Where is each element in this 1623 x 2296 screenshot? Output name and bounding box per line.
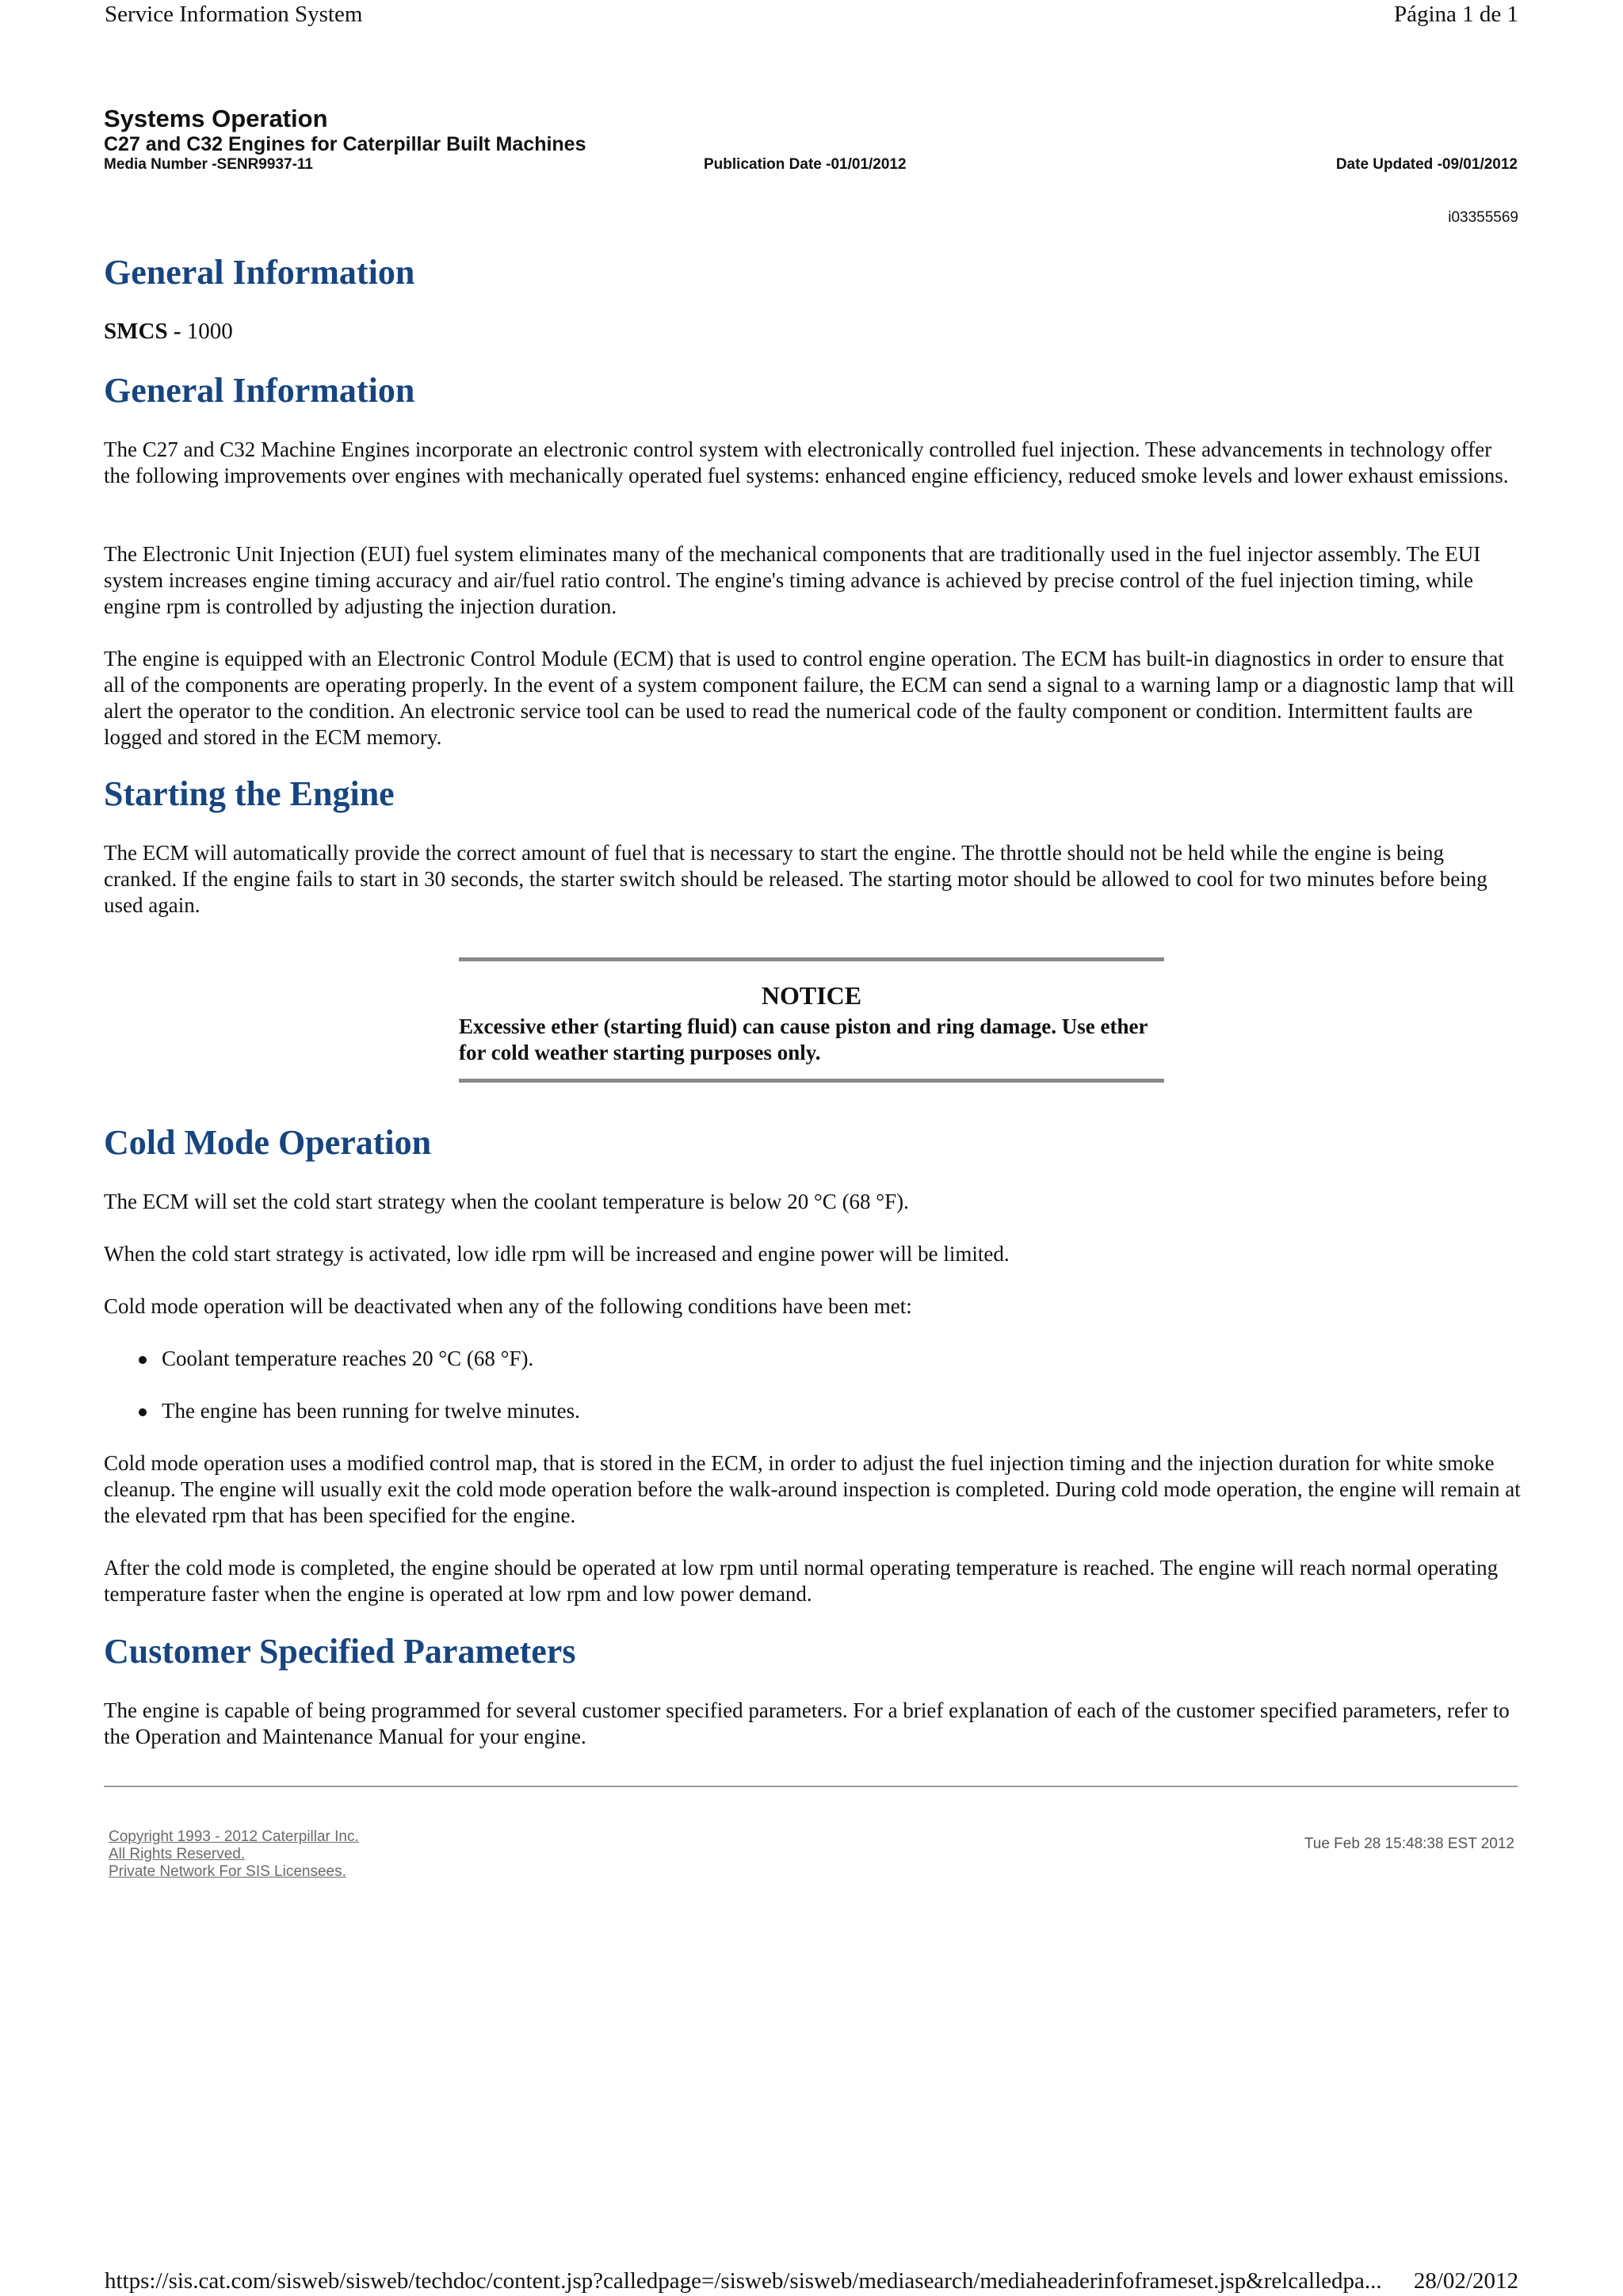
- general-info-paragraph-3: The engine is equipped with an Electronic Control Module (ECM) that is used to control engine operation. The ECM has built-in diagnostics in order to ensure that all of the components are operating properly. In the event of a system component failure, the ECM can send a signal to a warning lamp or a diagnostic lamp that will alert the operator to the condition. An electronic service tool can be used to read the numerical code of the faulty component or condition. Intermittent faults are logged and stored in the ECM memory.: [104, 647, 1514, 749]
- document-id: i03355569: [1448, 209, 1518, 226]
- smcs-code: [104, 317, 233, 346]
- customer-parameters-paragraph: The engine is capable of being programmed for several customer specified parameters. For a brief explanation of each of the customer specified parameters, refer to the Operation and Maintenance Manual for your engine.: [104, 1698, 1510, 1748]
- footer-links: [109, 1828, 359, 1881]
- bullet-icon: [139, 1408, 147, 1416]
- notice-title: NOTICE: [761, 981, 862, 1010]
- general-info-paragraph-2: The Electronic Unit Injection (EUI) fuel system eliminates many of the mechanical components that are traditionally used in the fuel injector assembly. The EUI system increases engine timing accuracy and air/fuel ratio control. The engine's timing advance is achieved by precise control of the fuel injection timing, while engine rpm is controlled by adjusting the injection duration.: [104, 542, 1481, 618]
- general-information-heading: General Information: [104, 253, 415, 292]
- document-type: Systems Operation: [104, 105, 328, 132]
- document-meta-row: [104, 156, 1518, 174]
- footer-divider: [104, 1786, 1518, 1787]
- cold-mode-paragraph-1: The ECM will set the cold start strategy when the coolant temperature is below 20 °C (68 °F).: [104, 1190, 909, 1213]
- customer-parameters-heading: Customer Specified Parameters: [104, 1632, 576, 1671]
- print-header-page-number: Página 1 de 1: [1393, 2, 1518, 27]
- cold-mode-paragraph-3: Cold mode operation will be deactivated when any of the following conditions have been met:: [104, 1294, 912, 1318]
- smcs-label: SMCS -: [104, 319, 187, 344]
- cold-mode-heading: Cold Mode Operation: [104, 1123, 432, 1162]
- print-footer-url: https://sis.cat.com/sisweb/sisweb/techdoc/content.jsp?calledpage=/sisweb/sisweb/mediasearch/mediaheaderinfoframeset.jsp&relcalledpa...: [105, 2268, 1382, 2294]
- copyright-link[interactable]: Copyright 1993 - 2012 Caterpillar Inc.: [109, 1828, 359, 1845]
- publication-date: Publication Date -01/01/2012: [704, 156, 907, 173]
- footer-timestamp: Tue Feb 28 15:48:38 EST 2012: [1304, 1836, 1514, 1852]
- notice-box: [459, 957, 1164, 1083]
- cold-mode-paragraph-2: When the cold start strategy is activated, low idle rpm will be increased and engine power will be limited.: [104, 1242, 1010, 1266]
- notice-text: Excessive ether (starting fluid) can cause piston and ring damage. Use ether for cold weather starting purposes only.: [459, 1014, 1148, 1064]
- smcs-value: 1000: [186, 319, 233, 344]
- cold-mode-paragraph-5: After the cold mode is completed, the engine should be operated at low rpm until normal operating temperature is reached. The engine will reach normal operating temperature faster when the engine is operated at low rpm and low power demand.: [104, 1556, 1499, 1606]
- rights-link[interactable]: All Rights Reserved.: [109, 1846, 246, 1862]
- general-info-paragraph-1: The C27 and C32 Machine Engines incorporate an electronic control system with electronically controlled fuel injection. These advancements in technology offer the following improvements over engines with mechanically operated fuel systems: enhanced engine efficiency, reduced smoke levels and lower exhaust emissions.: [104, 437, 1509, 487]
- starting-engine-paragraph: The ECM will automatically provide the correct amount of fuel that is necessary to start the engine. The throttle should not be held while the engine is being cranked. If the engine fails to start in 30 seconds, the starter switch should be released. The starting motor should be allowed to cool for two minutes before being used again.: [104, 841, 1487, 917]
- print-footer-date: 28/02/2012: [1413, 2268, 1518, 2294]
- general-information-subheading: General Information: [104, 371, 415, 410]
- private-network-link[interactable]: Private Network For SIS Licensees.: [109, 1863, 346, 1880]
- date-updated: Date Updated -09/01/2012: [1335, 156, 1518, 173]
- cold-mode-paragraph-4: Cold mode operation uses a modified control map, that is stored in the ECM, in order to adjust the fuel injection timing and the injection duration for white smoke cleanup. The engine will usually exit the cold mode operation before the walk-around inspection is completed. During cold mode operation, the engine will remain at the elevated rpm that has been specified for the engine.: [104, 1451, 1521, 1527]
- print-header-title: Service Information System: [105, 2, 363, 27]
- bullet-icon: [139, 1356, 147, 1364]
- starting-engine-heading: Starting the Engine: [104, 774, 395, 813]
- document-title: C27 and C32 Engines for Caterpillar Built Machines: [104, 133, 586, 155]
- media-number: Media Number -SENR9937-11: [104, 156, 313, 173]
